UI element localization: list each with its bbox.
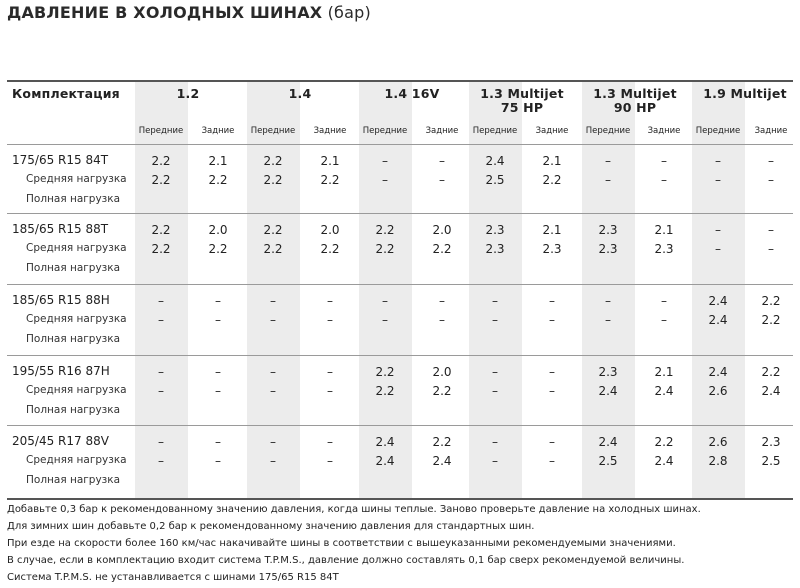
table-cell: – — [661, 294, 667, 308]
engine-title: 1.3 Multijet — [480, 86, 564, 101]
table-cell: 2.1 — [320, 154, 340, 168]
axle-label: Передние — [138, 126, 184, 136]
table-cell: 2.2 — [375, 223, 395, 237]
table-cell: 2.5 — [485, 173, 505, 187]
table-cell: 2.4 — [432, 454, 452, 468]
table-cell: – — [661, 313, 667, 327]
table-cell: – — [492, 454, 498, 468]
table-cell: 2.4 — [654, 454, 674, 468]
table-cell: 2.1 — [542, 154, 562, 168]
footnote: В случае, если в комплектацию входит система T.P.M.S., давление должно составлять 0,1 бар сверх рекомендуемой величины. — [7, 555, 685, 566]
table-cell: – — [270, 435, 276, 449]
engine-title: 1.2 — [176, 86, 200, 101]
table-cell: – — [768, 154, 774, 168]
table-cell: – — [270, 454, 276, 468]
table-cell: 2.2 — [151, 223, 171, 237]
table-cell: – — [605, 173, 611, 187]
table-cell: 2.4 — [654, 384, 674, 398]
footnote: Добавьте 0,3 бар к рекомендованному значению давления, когда шины теплые. Заново проверьте давление на холодных шинах. — [7, 504, 701, 515]
table-cell: 2.5 — [761, 454, 781, 468]
table-cell: – — [549, 313, 555, 327]
load-label: Средняя нагрузка — [26, 384, 127, 396]
axle-label: Передние — [695, 126, 741, 136]
table-cell: 2.4 — [375, 454, 395, 468]
axle-label: Задние — [425, 126, 459, 136]
table-cell: 2.2 — [761, 365, 781, 379]
table-cell: 2.4 — [375, 435, 395, 449]
axle-label: Передние — [362, 126, 408, 136]
table-cell: – — [158, 384, 164, 398]
table-cell: 2.2 — [151, 242, 171, 256]
axle-label: Задние — [754, 126, 788, 136]
engine-title: 1.3 Multijet — [593, 86, 677, 101]
table-rule — [7, 284, 793, 285]
table-cell: – — [439, 294, 445, 308]
table-cell: 2.2 — [432, 384, 452, 398]
table-cell: 2.2 — [263, 173, 283, 187]
table-cell: – — [661, 173, 667, 187]
engine-title: 1.4 — [288, 86, 312, 101]
table-cell: 2.2 — [432, 435, 452, 449]
table-cell: – — [215, 384, 221, 398]
table-rule — [7, 425, 793, 426]
engine-subtitle: 90 HP — [613, 100, 657, 115]
load-label: Полная нагрузка — [26, 474, 121, 486]
table-cell: – — [492, 384, 498, 398]
table-cell: 2.1 — [654, 365, 674, 379]
table-cell: – — [270, 294, 276, 308]
load-label: Средняя нагрузка — [26, 242, 127, 254]
table-cell: – — [439, 154, 445, 168]
load-label: Полная нагрузка — [26, 404, 121, 416]
footnote: Система T.P.M.S. не устанавливается с шинами 175/65 R15 84T — [7, 572, 339, 583]
table-cell: – — [492, 435, 498, 449]
table-cell: – — [327, 313, 333, 327]
table-cell: – — [768, 173, 774, 187]
table-cell: 2.6 — [708, 435, 728, 449]
table-cell: – — [327, 454, 333, 468]
table-cell: – — [768, 223, 774, 237]
table-cell: 2.2 — [263, 242, 283, 256]
tyre-size: 175/65 R15 84T — [12, 153, 109, 167]
table-cell: 2.2 — [654, 435, 674, 449]
table-cell: – — [215, 313, 221, 327]
table-cell: 2.2 — [432, 242, 452, 256]
table-cell: 2.2 — [542, 173, 562, 187]
engine-title: 1.9 Multijet — [703, 86, 787, 101]
footnote: При езде на скорости более 160 км/час накачивайте шины в соответствии с вышеуказанными рекомендуемыми значениями. — [7, 538, 676, 549]
tyre-size: 185/65 R15 88H — [12, 293, 110, 307]
load-label: Полная нагрузка — [26, 193, 121, 205]
table-cell: 2.2 — [151, 173, 171, 187]
table-cell: – — [492, 313, 498, 327]
table-cell: – — [158, 365, 164, 379]
table-cell: – — [549, 294, 555, 308]
table-rule — [7, 80, 793, 82]
table-cell: 2.1 — [542, 223, 562, 237]
axle-label: Задние — [647, 126, 681, 136]
table-cell: 2.2 — [375, 365, 395, 379]
table-cell: 2.0 — [320, 223, 340, 237]
table-cell: 2.3 — [485, 242, 505, 256]
table-cell: – — [270, 365, 276, 379]
table-cell: – — [215, 435, 221, 449]
table-cell: 2.4 — [708, 313, 728, 327]
load-label: Полная нагрузка — [26, 333, 121, 345]
table-cell: 2.2 — [375, 242, 395, 256]
table-cell: – — [492, 365, 498, 379]
engine-subtitle: 75 HP — [500, 100, 544, 115]
table-cell: – — [715, 154, 721, 168]
table-cell: – — [715, 173, 721, 187]
table-cell: 2.8 — [708, 454, 728, 468]
table-cell: – — [605, 154, 611, 168]
table-cell: 2.1 — [654, 223, 674, 237]
table-cell: 2.2 — [761, 294, 781, 308]
title-unit: (бар) — [327, 3, 371, 22]
table-cell: – — [549, 435, 555, 449]
table-cell: 2.2 — [761, 313, 781, 327]
table-cell: 2.0 — [208, 223, 228, 237]
table-cell: – — [327, 365, 333, 379]
table-cell: 2.2 — [320, 173, 340, 187]
table-cell: – — [158, 313, 164, 327]
table-cell: 2.2 — [263, 154, 283, 168]
table-cell: – — [382, 294, 388, 308]
table-cell: – — [715, 223, 721, 237]
footnote: Для зимних шин добавьте 0,2 бар к рекомендованному значению давления для стандартных шин. — [7, 521, 535, 532]
table-cell: 2.4 — [598, 435, 618, 449]
table-cell: 2.4 — [708, 365, 728, 379]
table-cell: – — [549, 384, 555, 398]
table-rule — [7, 498, 793, 500]
table-rule — [7, 144, 793, 145]
table-cell: 2.4 — [708, 294, 728, 308]
header-label: Комплектация — [12, 86, 120, 101]
table-cell: – — [382, 154, 388, 168]
table-cell: 2.3 — [598, 365, 618, 379]
table-cell: 2.0 — [432, 223, 452, 237]
table-cell: – — [382, 313, 388, 327]
table-cell: 2.6 — [708, 384, 728, 398]
table-cell: 2.3 — [542, 242, 562, 256]
load-label: Средняя нагрузка — [26, 313, 127, 325]
table-cell: – — [158, 454, 164, 468]
table-cell: – — [270, 384, 276, 398]
table-cell: 2.3 — [654, 242, 674, 256]
table-cell: 2.2 — [375, 384, 395, 398]
table-cell: – — [661, 154, 667, 168]
table-cell: 2.5 — [598, 454, 618, 468]
axle-label: Задние — [535, 126, 569, 136]
table-rule — [7, 213, 793, 214]
table-cell: – — [215, 454, 221, 468]
axle-label: Передние — [472, 126, 518, 136]
table-cell: – — [270, 313, 276, 327]
table-cell: 2.2 — [263, 223, 283, 237]
table-cell: – — [549, 454, 555, 468]
table-cell: – — [605, 313, 611, 327]
axle-label: Передние — [250, 126, 296, 136]
axle-label: Задние — [313, 126, 347, 136]
load-label: Средняя нагрузка — [26, 173, 127, 185]
table-cell: – — [768, 242, 774, 256]
table-cell: 2.2 — [208, 242, 228, 256]
table-cell: – — [549, 365, 555, 379]
engine-title: 1.4 16V — [384, 86, 440, 101]
table-cell: – — [605, 294, 611, 308]
table-cell: – — [327, 435, 333, 449]
tyre-size: 205/45 R17 88V — [12, 434, 109, 448]
table-cell: 2.4 — [761, 384, 781, 398]
table-cell: – — [327, 294, 333, 308]
table-cell: 2.2 — [151, 154, 171, 168]
table-cell: – — [439, 173, 445, 187]
table-cell: 2.0 — [432, 365, 452, 379]
table-cell: – — [439, 313, 445, 327]
table-cell: 2.2 — [208, 173, 228, 187]
table-cell: 2.3 — [485, 223, 505, 237]
table-cell: – — [215, 365, 221, 379]
load-label: Полная нагрузка — [26, 262, 121, 274]
table-cell: – — [382, 173, 388, 187]
table-cell: – — [158, 435, 164, 449]
load-label: Средняя нагрузка — [26, 454, 127, 466]
table-cell: – — [215, 294, 221, 308]
table-cell: 2.1 — [208, 154, 228, 168]
table-cell: 2.3 — [598, 242, 618, 256]
table-cell: 2.4 — [598, 384, 618, 398]
table-cell: 2.3 — [598, 223, 618, 237]
title-main: ДАВЛЕНИЕ В ХОЛОДНЫХ ШИНАХ — [7, 3, 323, 22]
tyre-size: 195/55 R16 87H — [12, 364, 110, 378]
table-cell: – — [715, 242, 721, 256]
axle-label: Задние — [201, 126, 235, 136]
table-cell: – — [327, 384, 333, 398]
tyre-size: 185/65 R15 88T — [12, 222, 109, 236]
table-cell: 2.4 — [485, 154, 505, 168]
table-cell: – — [492, 294, 498, 308]
axle-label: Передние — [585, 126, 631, 136]
table-cell: 2.3 — [761, 435, 781, 449]
table-cell: – — [158, 294, 164, 308]
table-rule — [7, 355, 793, 356]
table-cell: 2.2 — [320, 242, 340, 256]
